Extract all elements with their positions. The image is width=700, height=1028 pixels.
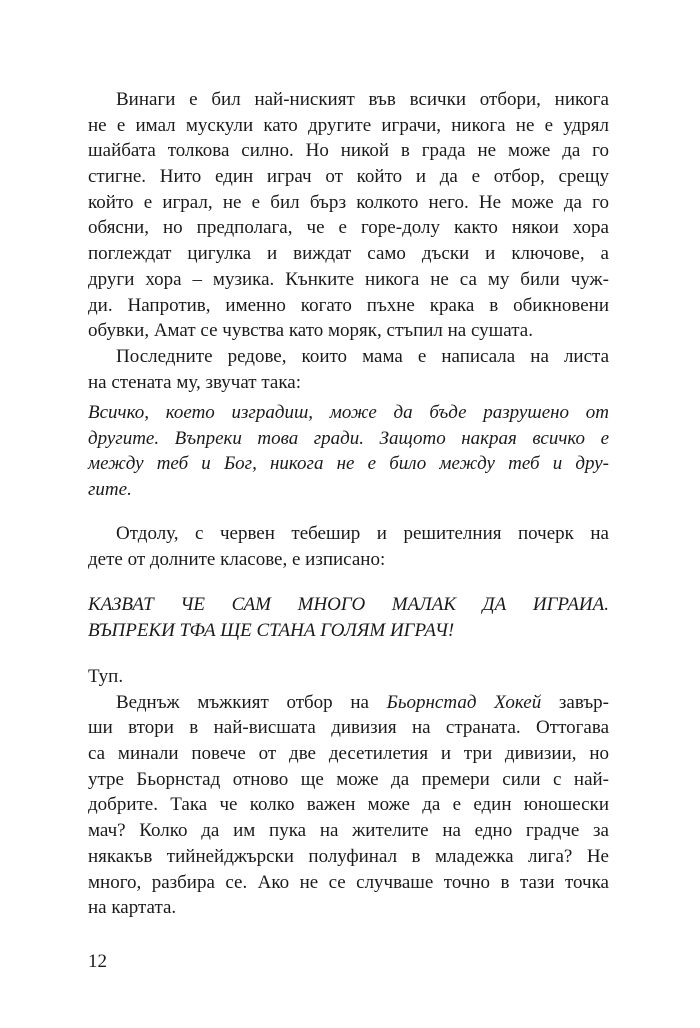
text-line: ВЪПРЕКИ ТФА ЩЕ СТАНА ГОЛЯМ ИГРАЧ!	[88, 619, 455, 641]
text-line: не е имал мускули като другите играчи, никога не е удрял	[88, 114, 609, 136]
text-line: са минали повече от две десетилетия и три дивизии, но	[88, 743, 609, 765]
text-line: между теб и Бог, никога не е било между теб и дру-	[88, 453, 609, 475]
text-line: шайбата толкова силно. Но никой в града не може да го	[88, 140, 609, 162]
text-line: обувки, Амат се чувства като моряк, стъпил на сушата.	[88, 320, 533, 342]
text-line: обясни, но предполага, че е горе-долу както някои хора	[88, 217, 609, 239]
text-line: гите.	[88, 479, 132, 501]
paragraph-5	[88, 664, 609, 921]
text-line: Последните редове, които мама е написала на листа	[116, 345, 609, 367]
text-line: Всичко, което изградиш, може да бъде разрушено от	[88, 402, 609, 423]
text-line: Отдолу, с червен тебешир и решителния почерк на	[116, 523, 609, 544]
text-line: който е играл, не е бил бърз колкото него. Не може да го	[88, 191, 609, 213]
text-line: КАЗВАТ ЧЕ САМ МНОГО МАЛАК ДА ИГРАИА.	[88, 594, 609, 615]
text-line: някакъв тийнейджърски полуфинал в младежка лига? Не	[88, 845, 609, 867]
text-line: ди. Напротив, именно когато пъхне крака в обикновени	[88, 294, 609, 316]
text-line: много, разбира се. Ако не се случваше точно в тази точка	[88, 871, 609, 893]
text-line: утре Бьорнстад отново ще може да премери сили с най-	[88, 768, 609, 790]
text-line: стигне. Нито един играч от който и да е отбор, срещу	[88, 166, 609, 188]
text-line: ши втори в най-висшата дивизия на страната. Оттогава	[88, 717, 609, 739]
text-line: добрите. Така че колко важен може да е един юношески	[88, 794, 609, 816]
italic-quote-2	[88, 592, 609, 643]
page-number: 12	[88, 951, 107, 972]
paragraph-1	[88, 87, 609, 395]
text-fragment: Веднъж мъжкият отбор на	[116, 691, 387, 713]
text-line: Винаги е бил най-ниският във всички отбори, никога	[116, 89, 609, 110]
text-line: другите. Въпреки това гради. Защото накрая всичко е	[88, 427, 609, 449]
text-line: други хора – музика. Кънките никога не са му били чуж-	[88, 268, 609, 290]
text-line: дете от долните класове, е изписано:	[88, 548, 386, 570]
text-fragment: завър-	[541, 691, 609, 713]
text-line: на стената му, звучат така:	[88, 371, 301, 393]
team-name: Бьорнстад Хокей	[386, 691, 542, 713]
text-line: на картата.	[88, 897, 177, 919]
text-line: мач? Колко да им пука на жителите на едно градче за	[88, 820, 609, 842]
text-line: Туп.	[88, 666, 124, 687]
paragraph-3	[88, 521, 609, 572]
text-line: поглеждат цигулка и виждат само дъски и ключове, а	[88, 243, 609, 265]
italic-quote-1	[88, 400, 609, 503]
text-line	[88, 690, 609, 716]
